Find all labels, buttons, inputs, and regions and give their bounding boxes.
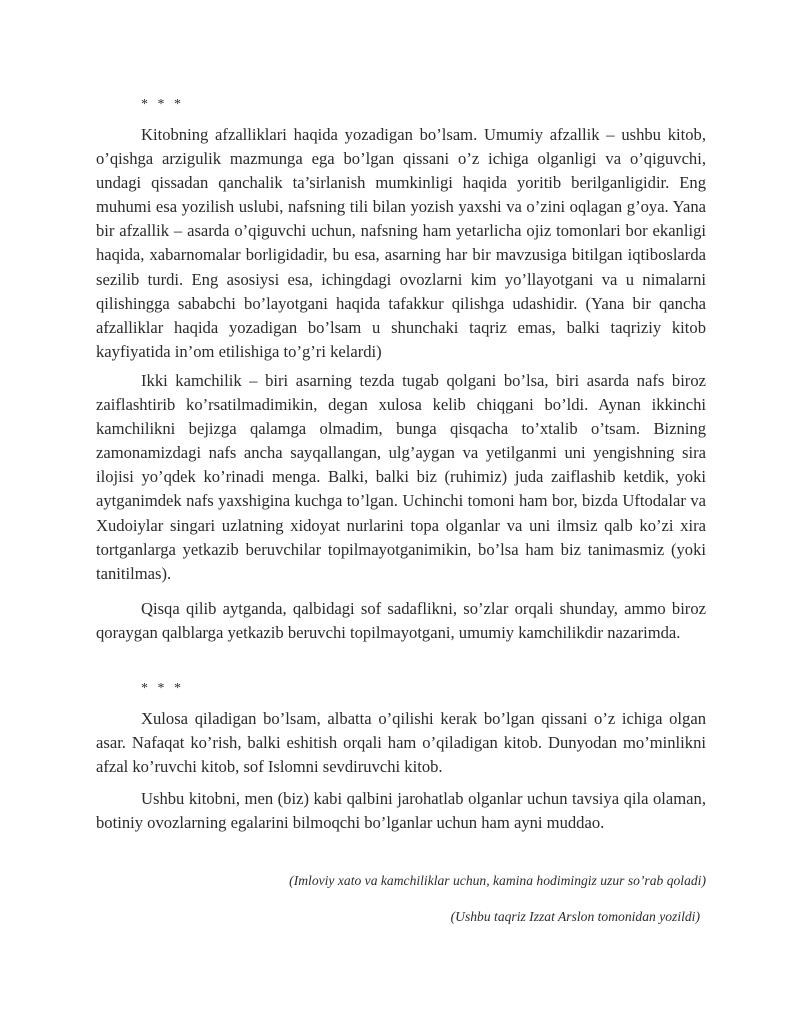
section-divider: * * * [141, 97, 184, 112]
author-note: (Ushbu taqriz Izzat Arslon tomonidan yozildi) [450, 909, 700, 924]
paragraph-conclusion: Xulosa qiladigan bo’lsam, albatta o’qilishi kerak bo’lgan qissani o’z ichiga olgan asar. Nafaqat ko’rish, balki eshitish orqali ham o’qiladigan kitob. Dunyodan mo’minlikni afzal ko’ruvchi kitob, sof Islomni sevdiruvchi kitob. [96, 709, 706, 777]
paragraph-summary-shortcoming: Qisqa qilib aytganda, qalbidagi sof sadaflikni, so’zlar orqali shunday, ammo biroz qoraygan qalblarga yetkazib beruvchi topilmayotgani, umumiy kamchilikdir nazarimda. [96, 599, 706, 643]
paragraph-recommendation: Ushbu kitobni, men (biz) kabi qalbini jarohatlab olganlar uchun tavsiya qila olaman, botiniy ovozlarning egalarini bilmoqchi bo’lganlar uchun ham ayni muddao. [96, 789, 706, 833]
apology-note: (Imloviy xato va kamchiliklar uchun, kamina hodimingiz uzur so’rab qoladi) [289, 873, 706, 888]
paragraph-advantages: Kitobning afzalliklari haqida yozadigan bo’lsam. Umumiy afzallik – ushbu kitob, o’qishga arzigulik mazmunga ega bo’lgan qissani o’z ichiga olganligi va o’qiguvchi, undagi qissadan qanchalik ta’sirlanish mumkinligi haqida yoritib berilganligidir. Eng muhumi esa yozilish uslubi, nafsning tili bilan yozish yaxshi va o’zini oqlagan g’oya. Yana bir afzallik – asarda o’qiguvchi uchun, nafsning ham yetarlicha ojiz tomonlari bor ekanligi haqida, xabarnomalar borligidadir, bu esa, asarning har bir mavzusiga bitilgan iqtiboslarda sezilib turdi. Eng asosiysi esa, ichingdagi ovozlarni kim yo’llayotgani va u nimalarni qilishingga sababchi bo’layotgani haqida tafakkur qilishga udashidir. (Yana bir qancha afzalliklar haqida yozadigan bo’lsam u shunchaki taqriz emas, balki taqriziy kitob kayfiyatida in’om etilishiga to’g’ri kelardi) [96, 125, 706, 361]
paragraph-shortcomings: Ikki kamchilik – biri asarning tezda tugab qolgani bo’lsa, biri asarda nafs biroz zaiflashtirib ko’rsatilmadimikin, degan xulosa kelib chiqgani bo’ldi. Aynan ikkinchi kamchilikni bejizga qalamga olmadim, bunga qisqacha to’xtalib o’tsam. Bizning zamonamizdagi nafs ancha sayqallangan, ulg’aygan va yetilganmi uni yengishning sira ilojisi yo’qdek ko’rinadi menga. Balki, balki biz (ruhimiz) juda zaiflashib ketdik, yoki aytganimdek nafs yaxshigina kuchga to’lgan. Uchinchi tomoni ham bor, bizda Uftodalar va Xudoiylar singari uzlatning xidoyat nurlarini topa olganlar va uni ilmsiz qalb ko’zi xira tortganlarga yetkazib beruvchilar topilmayotganimikin, bo’lsa ham biz tanimasmiz (yoki tanitilmas). [96, 371, 706, 583]
section-divider: * * * [141, 681, 184, 696]
